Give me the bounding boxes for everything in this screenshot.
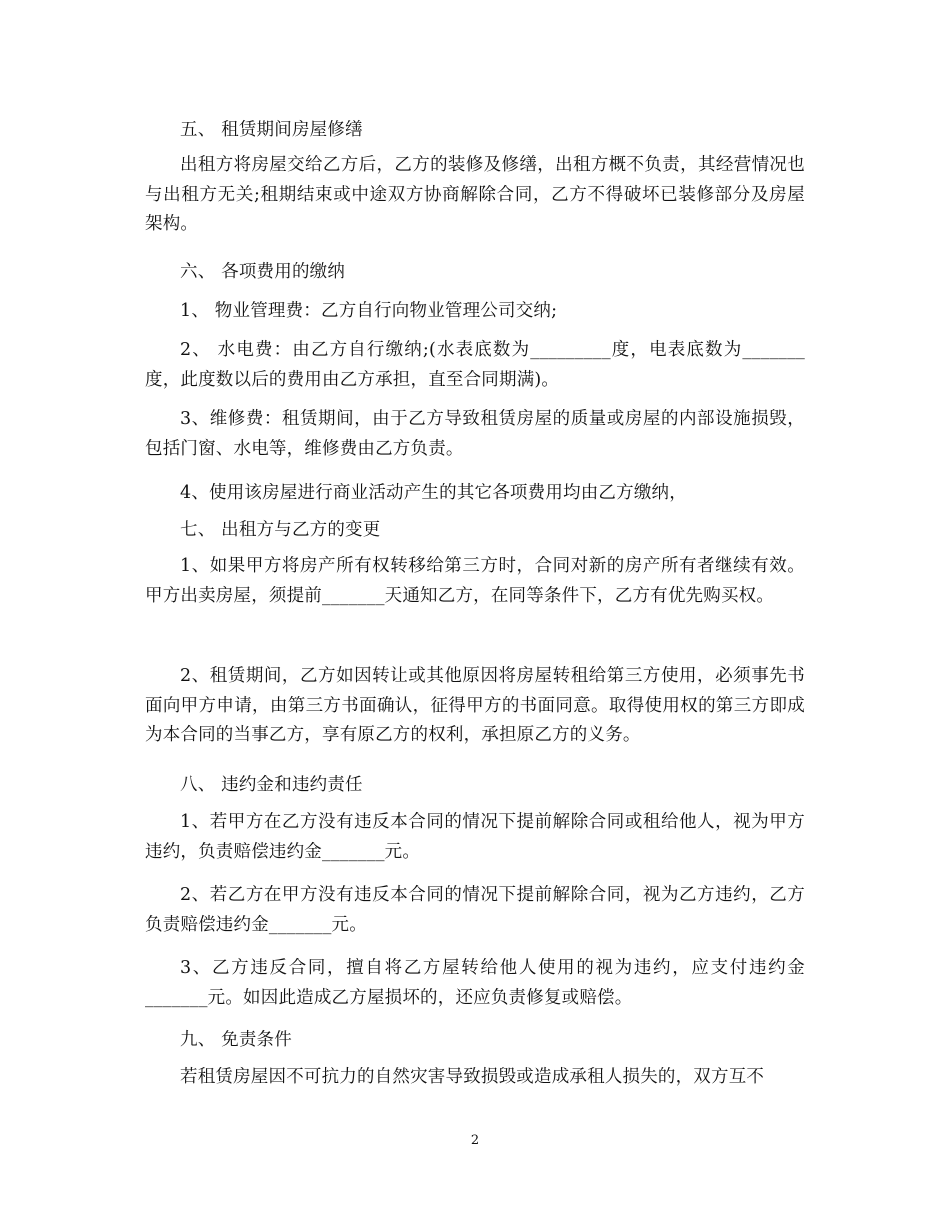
page-number: 2 (470, 1133, 480, 1148)
paragraph: 1、若甲方在乙方没有违反本合同的情况下提前解除合同或租给他人，视为甲方违约，负责赔偿违约金_______元。 (145, 812, 805, 862)
section-heading-5: 五、 租赁期间房屋修缮 (180, 120, 363, 140)
section-heading-7: 七、 出租方与乙方的变更 (180, 520, 381, 540)
section-heading-6: 六、 各项费用的缴纳 (180, 262, 346, 282)
section-heading-8: 八、 违约金和违约责任 (180, 775, 363, 795)
paragraph: 2、 水电费：由乙方自行缴纳;(水表底数为_________度，电表底数为_______度，此度数以后的费用由乙方承担，直至合同期满)。 (145, 340, 805, 390)
section-heading-9: 九、 免责条件 (180, 1030, 292, 1050)
paragraph: 4、使用该房屋进行商业活动产生的其它各项费用均由乙方缴纳， (180, 483, 687, 503)
paragraph: 1、如果甲方将房产所有权转移给第三方时，合同对新的房产所有者继续有效。甲方出卖房屋，须提前_______天通知乙方，在同等条件下，乙方有优先购买权。 (145, 556, 805, 606)
paragraph: 2、租赁期间，乙方如因转让或其他原因将房屋转租给第三方使用，必须事先书面向甲方申请，由第三方书面确认，征得甲方的书面同意。取得使用权的第三方即成为本合同的当事乙方，享有原乙方的权利，承担原乙方的义务。 (145, 666, 805, 745)
paragraph: 1、 物业管理费：乙方自行向物业管理公司交纳; (180, 301, 558, 321)
paragraph: 出租方将房屋交给乙方后，乙方的装修及修缮，出租方概不负责，其经营情况也与出租方无关;租期结束或中途双方协商解除合同，乙方不得破坏已装修部分及房屋架构。 (145, 155, 805, 234)
paragraph: 若租赁房屋因不可抗力的自然灾害导致损毁或造成承租人损失的，双方互不 (180, 1067, 765, 1087)
paragraph: 3、维修费：租赁期间，由于乙方导致租赁房屋的质量或房屋的内部设施损毁，包括门窗、水电等，维修费由乙方负责。 (145, 409, 805, 459)
paragraph: 2、若乙方在甲方没有违反本合同的情况下提前解除合同，视为乙方违约，乙方负责赔偿违约金_______元。 (145, 885, 805, 935)
paragraph: 3、乙方违反合同，擅自将乙方屋转给他人使用的视为违约，应支付违约金_______元。如因此造成乙方屋损坏的，还应负责修复或赔偿。 (145, 958, 805, 1008)
